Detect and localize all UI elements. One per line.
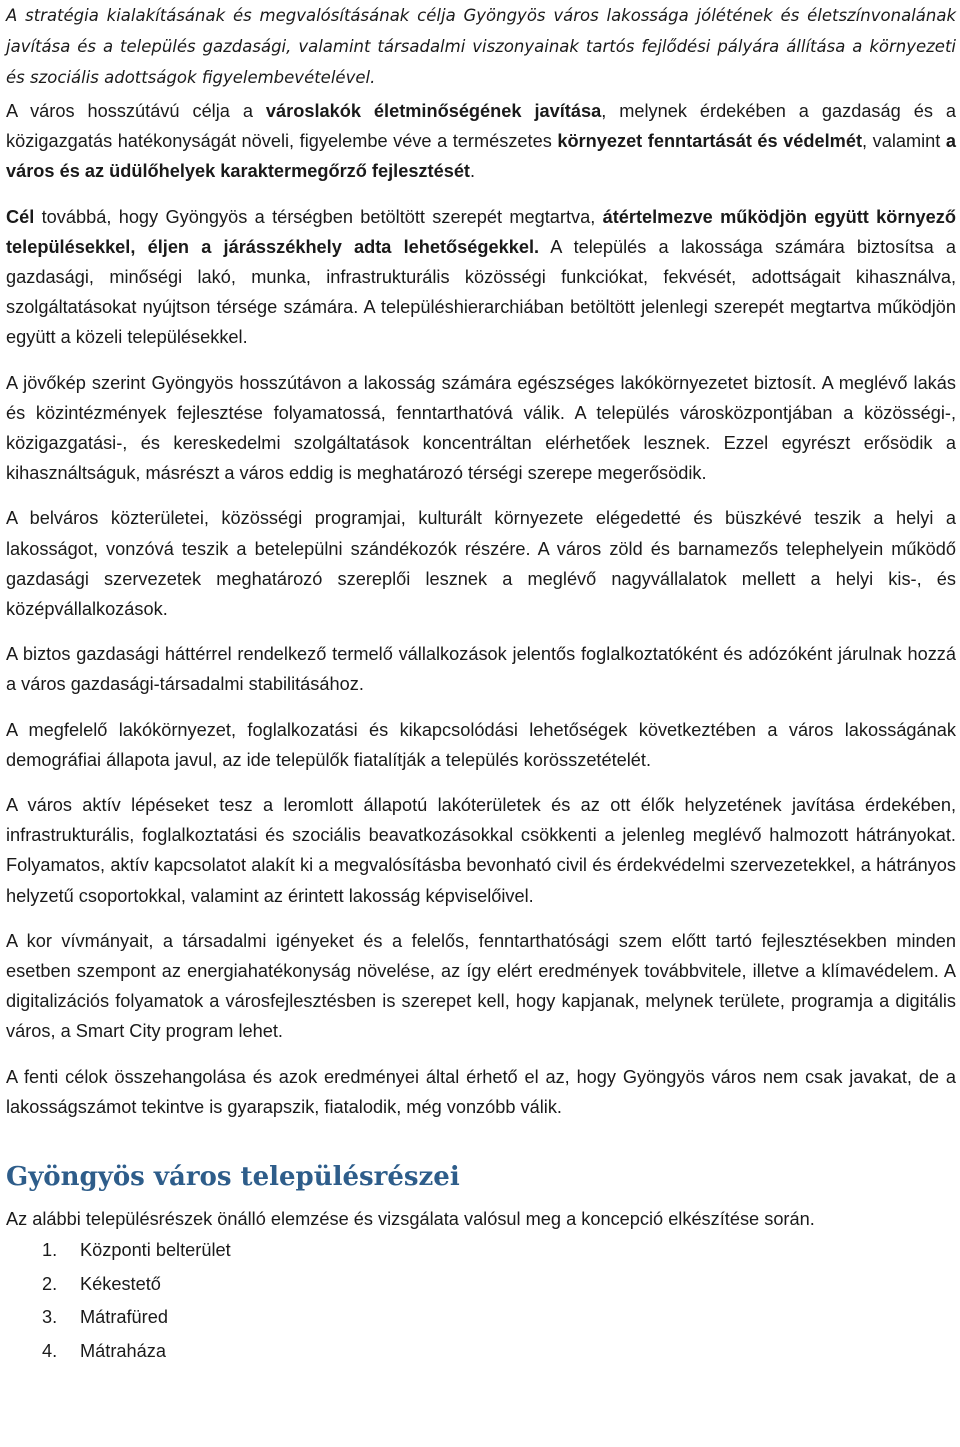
paragraph-energy: A kor vívmányait, a társadalmi igényeket és a felelős, fenntarthatósági szem előtt tartó fejlesztésekben minden esetben szempont az energiahatékonyság növelése, az így elért eredmények továbbvitele, illetve a klímavédelem. A digitalizációs folyamatok a városfejlesztésben is szerepet kell, hogy kapjanak, melynek területe, programja a digitális város, a Smart City program lehet. [6,930,956,1042]
list-label: Mátrafüred [80,1307,168,1328]
list-number: 3. [42,1307,58,1328]
list-item [6,1268,956,1302]
paragraph-demography: A megfelelő lakókörnyezet, foglalkozatási és kikapcsolódási lehetőségek következtében a város lakosságának demográfiai állapota javul, az ide települők fiatalítják a település korösszetételét. [6,719,956,770]
list-item [6,1335,956,1369]
text-run: , valamint [862,131,946,152]
intro-paragraph: A stratégia kialakításának és megvalósításának célja Gyöngyös város lakossága jólétének és életszínvonalának javítása és a település gazdasági, valamint társadalmi viszonyainak tartós fejlődési pályára állítása a környezeti és szociális adottságok figyelembevételével. [6,6,956,87]
paragraph-social: A város aktív lépéseket tesz a leromlott állapotú lakóterületek és az ott élők helyzetének javítása érdekében, infrastrukturális, foglalkoztatási és szociális beavatkozásokkal csökkenti a jelenleg meglévő halmozott hátrányokat. Folyamatos, aktív kapcsolatot alakít ki a megvalósításba bevonható civil és érdekvédelmi szervezetekkel, a hátrányos helyzetű csoportokkal, valamint az érintett lakosság képviselőivel. [6,795,956,906]
paragraph-goal-region [6,202,956,353]
text-run: továbbá, hogy Gyöngyös a térségben betöltött szerepét megtartva, [34,206,603,227]
districts-list [6,1234,956,1368]
bold-run: környezet fenntartását és védelmét [557,131,863,152]
list-label: Kékestető [80,1273,161,1294]
paragraph-downtown: A belváros közterületei, közösségi programjai, kulturált környezete elégedetté és büszkévé teszik a helyi a lakosságot, vonzóvá teszik a betelepülni szándékozók részére. A város zöld és barnamezős telephelyein működő gazdasági szervezetek meghatározó szereplői lesznek a meglévő nagyvállalatok mellett a helyi kis-, és középvállalkozások. [6,508,956,620]
text-run: . [470,161,476,182]
list-label: Mátraháza [80,1341,166,1362]
bold-run: a város és az üdülőhelyek karaktermegőrző fejlesztését [6,131,957,182]
text-run: A város hosszútávú célja a [6,101,266,121]
list-number: 4. [42,1341,58,1362]
paragraph-enterprises: A biztos gazdasági háttérrel rendelkező termelő vállalkozások jelentős foglalkoztatóként és adózóként járulnak hozzá a város gazdasági-társadalmi stabilitásához. [6,644,956,695]
list-item [6,1234,956,1268]
paragraph-districts-intro: Az alábbi településrészek önálló elemzése és vizsgálata valósul meg a koncepció elkészítése során. [6,1209,815,1230]
text-run: A település a lakossága számára biztosítsa a gazdasági, minőségi lakó, munka, infrastrukturális közösségi funkciókat, fekvését, adottságait kihasználva, szolgáltatásokat nyújtson térsége számára. A településhierarchiában betöltött jelenlegi szerepét megtartva működjön együtt a közeli településekkel. [6,236,956,348]
section-heading: Gyöngyös város településrészei [6,1162,460,1193]
bold-run: városlakók életminőségének javítása [265,101,602,121]
paragraph-long-term-goal [6,96,956,187]
list-number: 1. [42,1240,58,1261]
list-label: Központi belterület [80,1240,231,1261]
document-page [6,0,956,1369]
list-item [6,1301,956,1335]
paragraph-summary: A fenti célok összehangolása és azok eredményei által érhető el az, hogy Gyöngyös város nem csak javakat, de a lakosságszámot tekintve is gyarapszik, fiatalodik, még vonzóbb válik. [6,1066,956,1117]
text-run: , melynek érdekében a gazdaság és a közigazgatás hatékonyságát növeli, figyelembe véve a természetes [6,101,957,152]
list-number: 2. [42,1273,58,1294]
paragraph-vision: A jövőkép szerint Gyöngyös hosszútávon a lakosság számára egészséges lakókörnyezetet biztosít. A meglévő lakás és közintézmények fejlesztése folyamatossá, fenntarthatóvá válik. A település városközpontjában a közösségi-, közigazgatási-, és kereskedelmi szolgáltatások koncentráltan elérhetőek lesznek. Ezzel egyrészt erősödik a kihasználtságuk, másrészt a város eddig is meghatározó térségi szerepe megerősödik. [6,372,956,484]
bold-run: Cél [6,206,35,227]
bold-run: átértelmezve működjön együtt környező településekkel, éljen a járásszékhely adta lehetőségekkel. [6,206,956,257]
